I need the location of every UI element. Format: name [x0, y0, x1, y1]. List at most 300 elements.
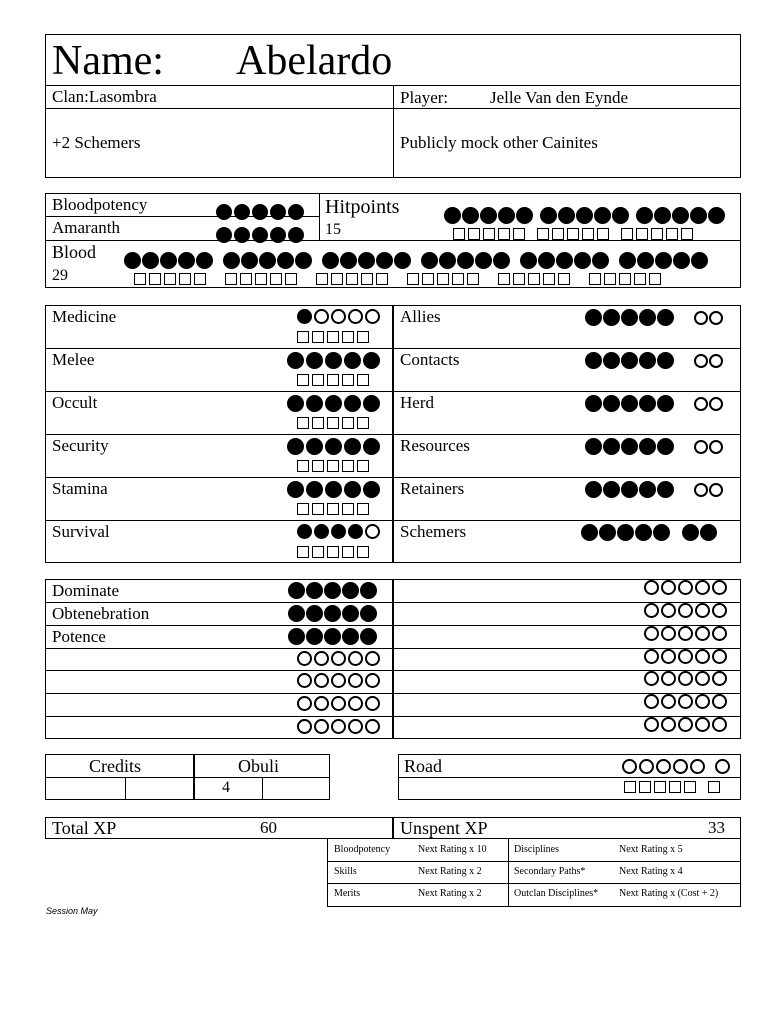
discipline-dots[interactable] — [297, 719, 380, 734]
filled-dot[interactable] — [178, 252, 195, 269]
empty-dot[interactable] — [673, 759, 688, 774]
tracker-box[interactable] — [624, 781, 636, 793]
tracker-box[interactable] — [513, 228, 525, 240]
filled-dot[interactable] — [635, 524, 652, 541]
empty-dot[interactable] — [695, 603, 710, 618]
extra-discipline-dots[interactable] — [644, 649, 727, 664]
skill-dots[interactable] — [287, 395, 380, 412]
filled-dot[interactable] — [325, 395, 342, 412]
unspent-xp-value[interactable]: 33 — [708, 818, 725, 837]
tracker-box[interactable] — [164, 273, 176, 285]
empty-dot[interactable] — [331, 673, 346, 688]
flaw-field[interactable]: Publicly mock other Cainites — [400, 133, 598, 152]
empty-dot[interactable] — [678, 671, 693, 686]
filled-dot[interactable] — [394, 252, 411, 269]
empty-dot[interactable] — [331, 719, 346, 734]
tracker-box[interactable] — [357, 331, 369, 343]
tracker-box[interactable] — [342, 374, 354, 386]
tracker-box[interactable] — [357, 503, 369, 515]
filled-dot[interactable] — [342, 582, 359, 599]
filled-dot[interactable] — [538, 252, 555, 269]
skill-dots[interactable] — [287, 352, 380, 369]
tracker-box[interactable] — [312, 546, 324, 558]
filled-dot[interactable] — [621, 481, 638, 498]
empty-dot[interactable] — [694, 311, 708, 325]
filled-dot[interactable] — [621, 438, 638, 455]
empty-dot[interactable] — [712, 694, 727, 709]
hitpoints-value[interactable]: 15 — [325, 221, 341, 238]
filled-dot[interactable] — [325, 438, 342, 455]
filled-dot[interactable] — [344, 438, 361, 455]
filled-dot[interactable] — [196, 252, 213, 269]
background-dots[interactable] — [585, 395, 723, 412]
extra-discipline-dots[interactable] — [644, 717, 727, 732]
empty-dot[interactable] — [694, 354, 708, 368]
bloodpotency-dots[interactable] — [216, 204, 304, 220]
empty-dot[interactable] — [695, 626, 710, 641]
filled-dot[interactable] — [498, 207, 515, 224]
filled-dot[interactable] — [348, 524, 363, 539]
merit-field[interactable]: +2 Schemers — [52, 133, 141, 152]
empty-dot[interactable] — [661, 580, 676, 595]
empty-dot[interactable] — [678, 580, 693, 595]
empty-dot[interactable] — [314, 719, 329, 734]
empty-dot[interactable] — [661, 626, 676, 641]
empty-dot[interactable] — [678, 649, 693, 664]
empty-dot[interactable] — [331, 696, 346, 711]
filled-dot[interactable] — [306, 582, 323, 599]
empty-dot[interactable] — [678, 717, 693, 732]
tracker-box[interactable] — [654, 781, 666, 793]
skill-boxes[interactable] — [297, 331, 369, 343]
discipline-dots[interactable] — [288, 582, 377, 599]
filled-dot[interactable] — [216, 204, 232, 220]
empty-dot[interactable] — [690, 759, 705, 774]
empty-dot[interactable] — [644, 717, 659, 732]
tracker-box[interactable] — [327, 460, 339, 472]
empty-dot[interactable] — [644, 603, 659, 618]
filled-dot[interactable] — [639, 395, 656, 412]
tracker-box[interactable] — [357, 546, 369, 558]
filled-dot[interactable] — [360, 605, 377, 622]
filled-dot[interactable] — [297, 524, 312, 539]
filled-dot[interactable] — [287, 352, 304, 369]
tracker-box[interactable] — [357, 374, 369, 386]
tracker-box[interactable] — [240, 273, 252, 285]
empty-dot[interactable] — [712, 603, 727, 618]
blood-dots[interactable] — [124, 252, 708, 269]
filled-dot[interactable] — [234, 204, 250, 220]
empty-dot[interactable] — [622, 759, 637, 774]
background-dots[interactable] — [585, 352, 723, 369]
filled-dot[interactable] — [376, 252, 393, 269]
tracker-box[interactable] — [357, 417, 369, 429]
filled-dot[interactable] — [540, 207, 557, 224]
tracker-box[interactable] — [357, 460, 369, 472]
tracker-box[interactable] — [621, 228, 633, 240]
hitpoints-dots[interactable] — [444, 207, 725, 224]
discipline-dots[interactable] — [297, 651, 380, 666]
filled-dot[interactable] — [603, 395, 620, 412]
filled-dot[interactable] — [124, 252, 141, 269]
filled-dot[interactable] — [657, 352, 674, 369]
empty-dot[interactable] — [365, 696, 380, 711]
empty-dot[interactable] — [712, 626, 727, 641]
empty-dot[interactable] — [297, 696, 312, 711]
empty-dot[interactable] — [678, 694, 693, 709]
background-dots[interactable] — [581, 524, 717, 541]
empty-dot[interactable] — [661, 603, 676, 618]
filled-dot[interactable] — [331, 524, 346, 539]
filled-dot[interactable] — [344, 395, 361, 412]
empty-dot[interactable] — [348, 309, 363, 324]
empty-dot[interactable] — [661, 694, 676, 709]
tracker-box[interactable] — [342, 331, 354, 343]
discipline-dots[interactable] — [288, 605, 377, 622]
skill-dots[interactable] — [297, 309, 380, 324]
empty-dot[interactable] — [314, 651, 329, 666]
filled-dot[interactable] — [223, 252, 240, 269]
filled-dot[interactable] — [574, 252, 591, 269]
tracker-box[interactable] — [483, 228, 495, 240]
skill-boxes[interactable] — [297, 374, 369, 386]
filled-dot[interactable] — [142, 252, 159, 269]
filled-dot[interactable] — [585, 309, 602, 326]
skill-boxes[interactable] — [297, 417, 369, 429]
extra-discipline-dots[interactable] — [644, 580, 727, 595]
tracker-box[interactable] — [589, 273, 601, 285]
skill-boxes[interactable] — [297, 503, 369, 515]
filled-dot[interactable] — [617, 524, 634, 541]
filled-dot[interactable] — [673, 252, 690, 269]
amaranth-dots[interactable] — [216, 227, 304, 243]
filled-dot[interactable] — [287, 481, 304, 498]
tracker-box[interactable] — [376, 273, 388, 285]
tracker-box[interactable] — [513, 273, 525, 285]
empty-dot[interactable] — [695, 671, 710, 686]
tracker-box[interactable] — [327, 546, 339, 558]
tracker-box[interactable] — [327, 374, 339, 386]
tracker-box[interactable] — [327, 503, 339, 515]
tracker-box[interactable] — [312, 331, 324, 343]
filled-dot[interactable] — [682, 524, 699, 541]
empty-dot[interactable] — [365, 309, 380, 324]
tracker-box[interactable] — [342, 460, 354, 472]
filled-dot[interactable] — [306, 605, 323, 622]
tracker-box[interactable] — [651, 228, 663, 240]
empty-dot[interactable] — [348, 673, 363, 688]
filled-dot[interactable] — [603, 438, 620, 455]
skill-boxes[interactable] — [297, 546, 369, 558]
tracker-box[interactable] — [543, 273, 555, 285]
filled-dot[interactable] — [306, 395, 323, 412]
filled-dot[interactable] — [297, 309, 312, 324]
filled-dot[interactable] — [653, 524, 670, 541]
filled-dot[interactable] — [690, 207, 707, 224]
empty-dot[interactable] — [695, 580, 710, 595]
empty-dot[interactable] — [348, 719, 363, 734]
tracker-box[interactable] — [342, 503, 354, 515]
blood-value[interactable]: 29 — [52, 267, 68, 284]
empty-dot[interactable] — [709, 440, 723, 454]
empty-dot[interactable] — [709, 397, 723, 411]
background-dots[interactable] — [585, 309, 723, 326]
tracker-box[interactable] — [684, 781, 696, 793]
filled-dot[interactable] — [288, 204, 304, 220]
tracker-box[interactable] — [422, 273, 434, 285]
empty-dot[interactable] — [644, 626, 659, 641]
filled-dot[interactable] — [344, 481, 361, 498]
empty-dot[interactable] — [644, 649, 659, 664]
filled-dot[interactable] — [288, 605, 305, 622]
tracker-box[interactable] — [708, 781, 720, 793]
empty-dot[interactable] — [661, 649, 676, 664]
blood-boxes[interactable] — [134, 273, 661, 285]
tracker-box[interactable] — [468, 228, 480, 240]
discipline-dots[interactable] — [297, 696, 380, 711]
filled-dot[interactable] — [252, 227, 268, 243]
empty-dot[interactable] — [695, 694, 710, 709]
empty-dot[interactable] — [644, 694, 659, 709]
empty-dot[interactable] — [661, 717, 676, 732]
filled-dot[interactable] — [639, 352, 656, 369]
tracker-box[interactable] — [297, 460, 309, 472]
filled-dot[interactable] — [621, 395, 638, 412]
tracker-box[interactable] — [179, 273, 191, 285]
filled-dot[interactable] — [314, 524, 329, 539]
filled-dot[interactable] — [295, 252, 312, 269]
empty-dot[interactable] — [314, 673, 329, 688]
filled-dot[interactable] — [603, 352, 620, 369]
filled-dot[interactable] — [700, 524, 717, 541]
empty-dot[interactable] — [297, 673, 312, 688]
skill-dots[interactable] — [287, 481, 380, 498]
empty-dot[interactable] — [678, 626, 693, 641]
filled-dot[interactable] — [619, 252, 636, 269]
empty-dot[interactable] — [348, 696, 363, 711]
discipline-dots[interactable] — [297, 673, 380, 688]
filled-dot[interactable] — [363, 395, 380, 412]
filled-dot[interactable] — [288, 227, 304, 243]
tracker-box[interactable] — [537, 228, 549, 240]
empty-dot[interactable] — [348, 651, 363, 666]
filled-dot[interactable] — [708, 207, 725, 224]
total-xp-value[interactable]: 60 — [260, 818, 277, 837]
filled-dot[interactable] — [637, 252, 654, 269]
tracker-box[interactable] — [270, 273, 282, 285]
filled-dot[interactable] — [655, 252, 672, 269]
tracker-box[interactable] — [194, 273, 206, 285]
tracker-box[interactable] — [528, 273, 540, 285]
empty-dot[interactable] — [678, 603, 693, 618]
tracker-box[interactable] — [597, 228, 609, 240]
empty-dot[interactable] — [709, 483, 723, 497]
tracker-box[interactable] — [437, 273, 449, 285]
filled-dot[interactable] — [270, 227, 286, 243]
tracker-box[interactable] — [567, 228, 579, 240]
tracker-box[interactable] — [649, 273, 661, 285]
filled-dot[interactable] — [594, 207, 611, 224]
extra-discipline-dots[interactable] — [644, 671, 727, 686]
empty-dot[interactable] — [712, 671, 727, 686]
filled-dot[interactable] — [520, 252, 537, 269]
tracker-box[interactable] — [453, 228, 465, 240]
filled-dot[interactable] — [585, 395, 602, 412]
empty-dot[interactable] — [709, 354, 723, 368]
tracker-box[interactable] — [327, 331, 339, 343]
filled-dot[interactable] — [576, 207, 593, 224]
background-dots[interactable] — [585, 481, 723, 498]
empty-dot[interactable] — [365, 524, 380, 539]
filled-dot[interactable] — [612, 207, 629, 224]
filled-dot[interactable] — [516, 207, 533, 224]
filled-dot[interactable] — [252, 204, 268, 220]
filled-dot[interactable] — [322, 252, 339, 269]
tracker-box[interactable] — [312, 503, 324, 515]
filled-dot[interactable] — [340, 252, 357, 269]
skill-dots[interactable] — [287, 438, 380, 455]
filled-dot[interactable] — [493, 252, 510, 269]
obuli-value[interactable]: 4 — [222, 779, 230, 796]
filled-dot[interactable] — [444, 207, 461, 224]
empty-dot[interactable] — [656, 759, 671, 774]
filled-dot[interactable] — [439, 252, 456, 269]
filled-dot[interactable] — [306, 438, 323, 455]
filled-dot[interactable] — [358, 252, 375, 269]
filled-dot[interactable] — [160, 252, 177, 269]
filled-dot[interactable] — [672, 207, 689, 224]
character-name[interactable]: Abelardo — [236, 38, 393, 84]
filled-dot[interactable] — [259, 252, 276, 269]
filled-dot[interactable] — [657, 438, 674, 455]
filled-dot[interactable] — [288, 628, 305, 645]
filled-dot[interactable] — [621, 309, 638, 326]
filled-dot[interactable] — [457, 252, 474, 269]
filled-dot[interactable] — [657, 309, 674, 326]
filled-dot[interactable] — [603, 481, 620, 498]
tracker-box[interactable] — [297, 331, 309, 343]
tracker-box[interactable] — [452, 273, 464, 285]
empty-dot[interactable] — [709, 311, 723, 325]
filled-dot[interactable] — [363, 438, 380, 455]
empty-dot[interactable] — [314, 696, 329, 711]
filled-dot[interactable] — [421, 252, 438, 269]
filled-dot[interactable] — [480, 207, 497, 224]
filled-dot[interactable] — [636, 207, 653, 224]
filled-dot[interactable] — [324, 628, 341, 645]
tracker-box[interactable] — [467, 273, 479, 285]
filled-dot[interactable] — [691, 252, 708, 269]
filled-dot[interactable] — [287, 438, 304, 455]
filled-dot[interactable] — [306, 352, 323, 369]
filled-dot[interactable] — [558, 207, 575, 224]
filled-dot[interactable] — [581, 524, 598, 541]
empty-dot[interactable] — [712, 717, 727, 732]
extra-discipline-dots[interactable] — [644, 626, 727, 641]
empty-dot[interactable] — [639, 759, 654, 774]
filled-dot[interactable] — [654, 207, 671, 224]
tracker-box[interactable] — [681, 228, 693, 240]
empty-dot[interactable] — [712, 649, 727, 664]
filled-dot[interactable] — [657, 395, 674, 412]
extra-discipline-dots[interactable] — [644, 603, 727, 618]
tracker-box[interactable] — [361, 273, 373, 285]
empty-dot[interactable] — [314, 309, 329, 324]
filled-dot[interactable] — [621, 352, 638, 369]
filled-dot[interactable] — [585, 352, 602, 369]
tracker-box[interactable] — [255, 273, 267, 285]
tracker-box[interactable] — [407, 273, 419, 285]
empty-dot[interactable] — [715, 759, 730, 774]
filled-dot[interactable] — [325, 481, 342, 498]
filled-dot[interactable] — [270, 204, 286, 220]
tracker-box[interactable] — [285, 273, 297, 285]
filled-dot[interactable] — [277, 252, 294, 269]
tracker-box[interactable] — [134, 273, 146, 285]
filled-dot[interactable] — [306, 628, 323, 645]
filled-dot[interactable] — [363, 481, 380, 498]
filled-dot[interactable] — [360, 628, 377, 645]
filled-dot[interactable] — [592, 252, 609, 269]
tracker-box[interactable] — [312, 460, 324, 472]
tracker-box[interactable] — [634, 273, 646, 285]
empty-dot[interactable] — [365, 673, 380, 688]
tracker-box[interactable] — [636, 228, 648, 240]
empty-dot[interactable] — [695, 649, 710, 664]
tracker-box[interactable] — [297, 374, 309, 386]
empty-dot[interactable] — [331, 309, 346, 324]
filled-dot[interactable] — [639, 438, 656, 455]
tracker-box[interactable] — [498, 273, 510, 285]
tracker-box[interactable] — [149, 273, 161, 285]
tracker-box[interactable] — [552, 228, 564, 240]
tracker-box[interactable] — [331, 273, 343, 285]
empty-dot[interactable] — [365, 651, 380, 666]
extra-discipline-dots[interactable] — [644, 694, 727, 709]
empty-dot[interactable] — [644, 671, 659, 686]
road-boxes[interactable] — [624, 781, 720, 793]
empty-dot[interactable] — [712, 580, 727, 595]
hitpoints-boxes[interactable] — [453, 228, 693, 240]
background-dots[interactable] — [585, 438, 723, 455]
empty-dot[interactable] — [694, 483, 708, 497]
filled-dot[interactable] — [657, 481, 674, 498]
tracker-box[interactable] — [327, 417, 339, 429]
tracker-box[interactable] — [297, 417, 309, 429]
empty-dot[interactable] — [297, 651, 312, 666]
filled-dot[interactable] — [603, 309, 620, 326]
skill-boxes[interactable] — [297, 460, 369, 472]
tracker-box[interactable] — [312, 374, 324, 386]
tracker-box[interactable] — [619, 273, 631, 285]
tracker-box[interactable] — [297, 503, 309, 515]
tracker-box[interactable] — [346, 273, 358, 285]
tracker-box[interactable] — [558, 273, 570, 285]
filled-dot[interactable] — [234, 227, 250, 243]
empty-dot[interactable] — [365, 719, 380, 734]
filled-dot[interactable] — [306, 481, 323, 498]
tracker-box[interactable] — [342, 417, 354, 429]
road-dots[interactable] — [622, 759, 730, 774]
filled-dot[interactable] — [556, 252, 573, 269]
filled-dot[interactable] — [462, 207, 479, 224]
filled-dot[interactable] — [288, 582, 305, 599]
tracker-box[interactable] — [316, 273, 328, 285]
tracker-box[interactable] — [342, 546, 354, 558]
empty-dot[interactable] — [297, 719, 312, 734]
player-name[interactable]: Jelle Van den Eynde — [490, 88, 629, 107]
empty-dot[interactable] — [695, 717, 710, 732]
